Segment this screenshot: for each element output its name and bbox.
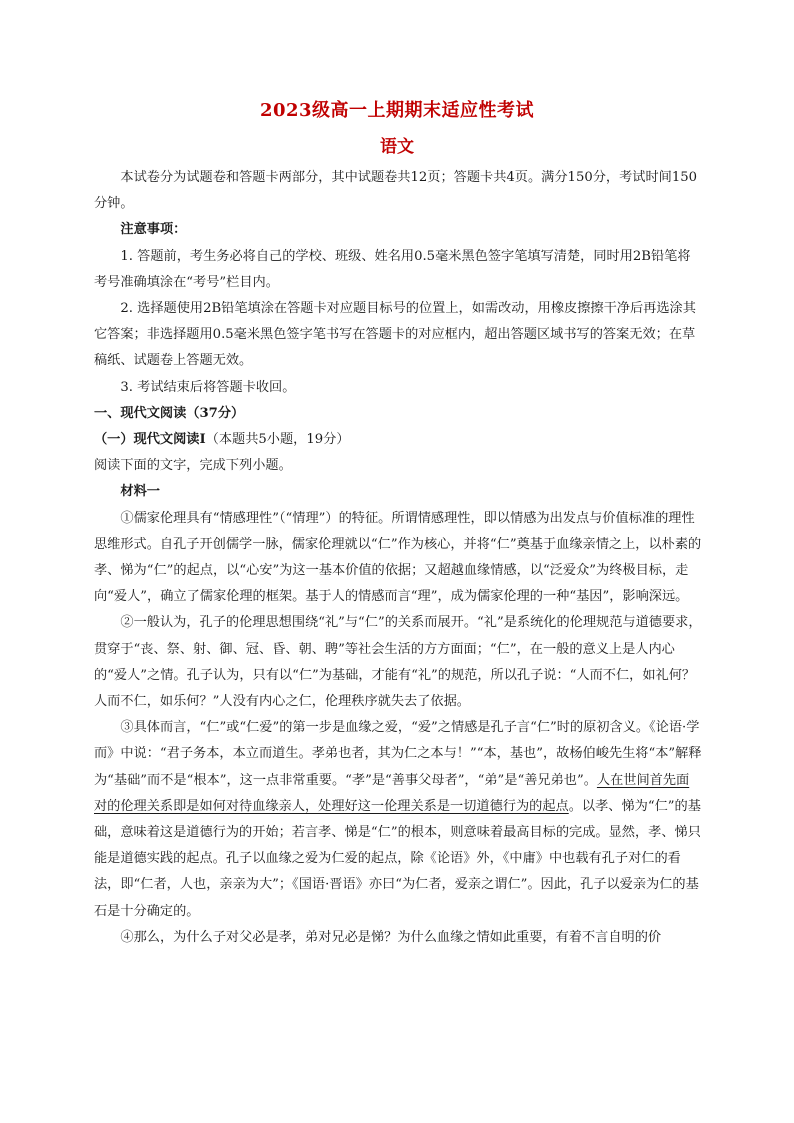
subsection-heading: [94, 427, 702, 453]
material-paragraph-2: ②一般认为，孔子的伦理思想围绕“礼”与“仁”的关系而展开。“礼”是系统化的伦理规范与道德要求，贯穿于“丧、祭、射、御、冠、昏、朝、聘”等社会生活的方方面面；“仁”，在一般的意义上是人内心的“爱人”之情。孔子认为，只有以“仁”为基础，才能有“礼”的规范，所以孔子说：“人而不仁，如礼何？人而不仁，如乐何？”人没有内心之仁，伦理秩序就失去了依据。: [94, 615, 702, 710]
exam-title: 2023级高一上期期末适应性考试: [259, 100, 535, 121]
material-paragraph-1: ①儒家伦理具有“情感理性”（“情理”）的特征。所谓情感理性，即以情感为出发点与价值标准的理性思维形式。自孔子开创儒学一脉，儒家伦理就以“仁”作为核心，并将“仁”奠基于血缘亲情之上，以朴素的孝、悌为“仁”的起点，以“心安”为这一基本价值的依据；又超越血缘情感，以“泛爱众”为终极目标，走向“爱人”，确立了儒家伦理的框架。基于人的情感而言“理”，成为儒家伦理的一种“基因”，影响深远。: [94, 510, 702, 605]
subsection-note: （本题共5小题，19分）: [205, 432, 350, 448]
subsection-title: （一）现代文阅读Ⅰ: [94, 432, 206, 448]
material-heading: 材料一: [120, 484, 160, 500]
underlined-sentence: 人在世间首先面对的伦理关系即是如何对待血缘亲人，处理好这一伦理关系是一切道德行为的起点: [94, 772, 690, 814]
document-body: [94, 165, 702, 951]
notice-item: 3. 考试结束后将答题卡收回。: [120, 379, 296, 395]
intro-paragraph: 本试卷分为试题卷和答题卡两部分，其中试题卷共12页；答题卡共4页。满分150分，考试时间150分钟。: [94, 170, 698, 212]
exam-subject: 语文: [380, 137, 414, 157]
notice-heading: 注意事项：: [120, 222, 187, 238]
paragraph-3-text-cont: 。以孝、悌为“仁”的基础，意味着这是道德行为的开始；若言孝、悌是“仁”的根本，则意味着最高目标的完成。显然，孝、悌只能是道德实践的起点。孔子以血缘之爱为仁爱的起点，除《论语》外，《中庸》中也载有孔子对仁的看法，即“仁者，人也，亲亲为大”；《国语·晋语》亦曰“为仁者，爱亲之谓仁”。因此，孔子以爱亲为仁的基石是十分确定的。: [94, 798, 701, 919]
material-paragraph-4: ④那么，为什么子对父必是孝，弟对兄必是悌？为什么血缘之情如此重要，有着不言自明的价: [120, 929, 662, 945]
material-paragraph-3: [94, 715, 702, 925]
section-heading: 一、现代文阅读（37分）: [94, 405, 245, 421]
paragraph-3-text: ③具体而言，“仁”或“仁爱”的第一步是血缘之爱，“爱”之情感是孔子言“仁”时的原初含义。《论语·学而》中说：“君子务本，本立而道生。孝弟也者，其为仁之本与！”“本，基也”，故杨伯峻先生将“本”解释为“基础”而不是“根本”，这一点非常重要。“孝”是“善事父母者”，“弟”是“善兄弟也”。: [94, 720, 702, 788]
reading-instruction: 阅读下面的文字，完成下列小题。: [94, 458, 292, 474]
notice-item: 1. 答题前，考生务必将自己的学校、班级、姓名用0.5毫米黑色签字笔填写清楚，同时用2B铅笔将考号准确填涂在“考号”栏目内。: [94, 248, 691, 290]
notice-item: 2. 选择题使用2B铅笔填涂在答题卡对应题目标号的位置上，如需改动，用橡皮擦擦干净后再选涂其它答案；非选择题用0.5毫米黑色签字笔书写在答题卡的对应框内，超出答题区域书写的答案无效；在草稿纸、试题卷上答题无效。: [94, 301, 696, 369]
